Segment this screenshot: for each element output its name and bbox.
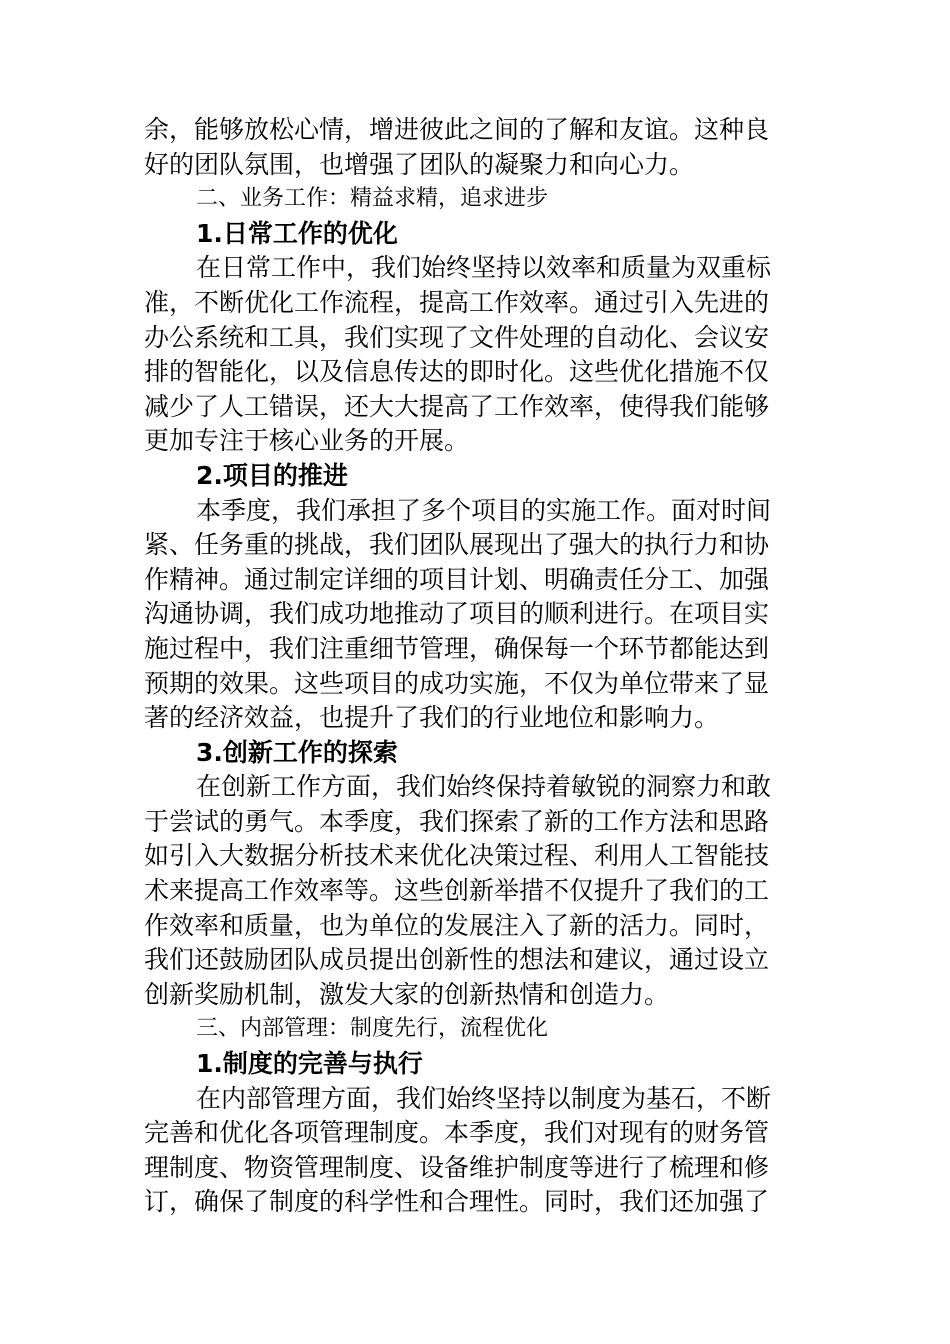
subheading: 2.项目的推进 xyxy=(196,460,348,490)
paragraph-line: 在日常工作中，我们始终坚持以效率和质量为双重标 xyxy=(196,253,772,283)
paragraph-line: 紧、任务重的挑战，我们团队展现出了强大的执行力和协 xyxy=(144,530,770,560)
paragraph-line: 排的智能化，以及信息传达的即时化。这些优化措施不仅 xyxy=(144,357,770,387)
paragraph-line: 更加专注于核心业务的开展。 xyxy=(144,426,470,456)
paragraph-line: 本季度，我们承担了多个项目的实施工作。面对时间 xyxy=(196,495,772,525)
paragraph-line: 订，确保了制度的科学性和合理性。同时，我们还加强了 xyxy=(144,1187,770,1217)
paragraph-line: 余，能够放松心情，增进彼此之间的了解和友谊。这种良 xyxy=(144,115,770,144)
paragraph-line: 作精神。通过制定详细的项目计划、明确责任分工、加强 xyxy=(144,564,770,594)
paragraph-line: 创新奖励机制，激发大家的创新热情和创造力。 xyxy=(144,979,670,1009)
paragraph-line: 预期的效果。这些项目的成功实施，不仅为单位带来了显 xyxy=(144,668,770,698)
paragraph-line: 减少了人工错误，还大大提高了工作效率，使得我们能够 xyxy=(144,391,770,421)
paragraph-line: 理制度、物资管理制度、设备维护制度等进行了梳理和修 xyxy=(144,1152,770,1182)
section-heading: 二、业务工作：精益求精，追求进步 xyxy=(196,186,549,212)
subheading: 3.创新工作的探索 xyxy=(196,737,398,767)
document-page xyxy=(144,113,809,1220)
subheading: 1.日常工作的优化 xyxy=(196,218,398,248)
paragraph-line: 在创新工作方面，我们始终保持着敏锐的洞察力和敢 xyxy=(196,772,772,802)
paragraph-line: 如引入大数据分析技术来优化决策过程、利用人工智能技 xyxy=(144,841,770,871)
paragraph-line: 沟通协调，我们成功地推动了项目的顺利进行。在项目实 xyxy=(144,599,770,629)
section-heading: 三、内部管理：制度先行，流程优化 xyxy=(196,1016,549,1042)
paragraph-line: 在内部管理方面，我们始终坚持以制度为基石，不断 xyxy=(196,1083,772,1113)
paragraph-line: 好的团队氛围，也增强了团队的凝聚力和向心力。 xyxy=(144,149,695,179)
paragraph-line: 我们还鼓励团队成员提出创新性的想法和建议，通过设立 xyxy=(144,945,770,975)
paragraph-line: 办公系统和工具，我们实现了文件处理的自动化、会议安 xyxy=(144,322,770,352)
paragraph-line: 完善和优化各项管理制度。本季度，我们对现有的财务管 xyxy=(144,1118,770,1148)
paragraph-line: 著的经济效益，也提升了我们的行业地位和影响力。 xyxy=(144,703,720,733)
paragraph-line: 作效率和质量，也为单位的发展注入了新的活力。同时， xyxy=(144,910,770,940)
paragraph-line: 准，不断优化工作流程，提高工作效率。通过引入先进的 xyxy=(144,287,770,317)
paragraph-line: 施过程中，我们注重细节管理，确保每一个环节都能达到 xyxy=(144,633,770,663)
paragraph-line: 于尝试的勇气。本季度，我们探索了新的工作方法和思路 xyxy=(144,806,770,836)
paragraph-line: 术来提高工作效率等。这些创新举措不仅提升了我们的工 xyxy=(144,876,770,906)
subheading: 1.制度的完善与执行 xyxy=(196,1049,423,1079)
